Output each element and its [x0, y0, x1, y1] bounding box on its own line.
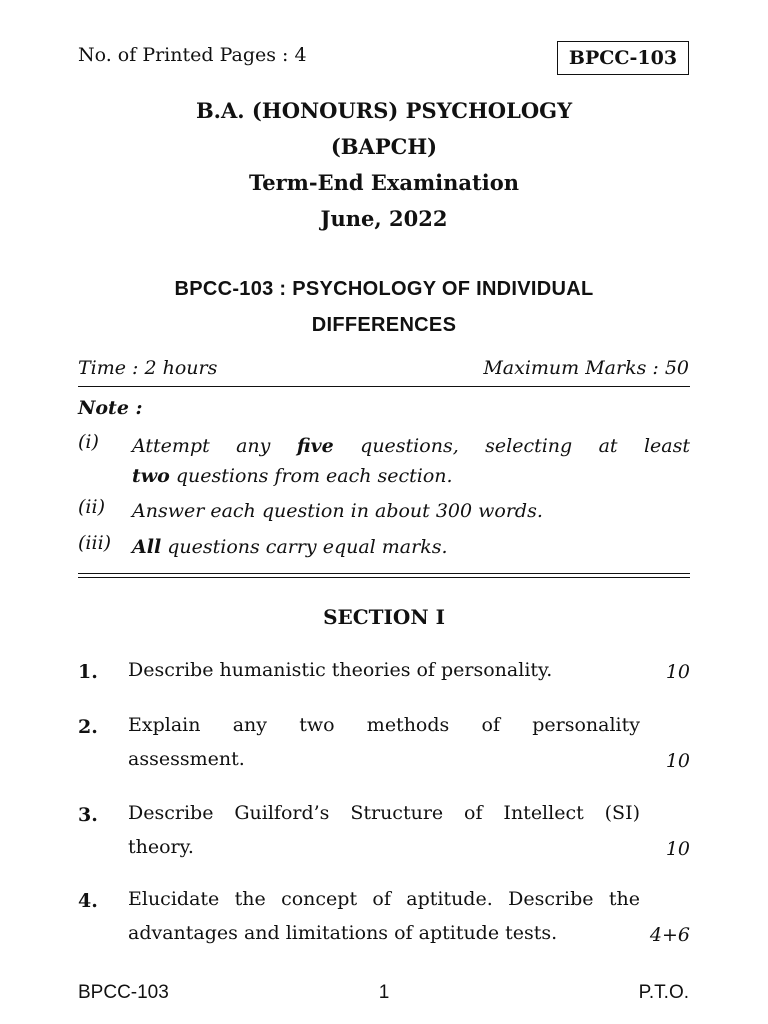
question-number: 1. — [78, 661, 98, 683]
question-3 — [78, 804, 690, 874]
exam-date: June, 2022 — [320, 206, 448, 231]
time-allowed: Time : 2 hours — [78, 357, 218, 379]
divider — [78, 386, 690, 387]
instruction-2 — [78, 496, 690, 526]
question-text: Elucidate the concept of aptitude. Describe the advantages and limitations of aptitude tests. — [128, 888, 640, 944]
question-4 — [78, 890, 690, 960]
section-title: SECTION I — [323, 605, 445, 629]
question-1 — [78, 661, 690, 695]
programme-abbr: (BAPCH) — [330, 134, 438, 159]
note-label: Note : — [78, 397, 143, 419]
instruction-number: (iii) — [78, 532, 112, 554]
pto-label: P.T.O. — [638, 982, 689, 1003]
instruction-line: All questions carry equal marks. — [132, 536, 448, 558]
instruction-number: (i) — [78, 431, 99, 453]
instruction-line: two questions from each section. — [132, 465, 453, 487]
instruction-number: (ii) — [78, 496, 105, 518]
instruction-line: Answer each question in about 300 words. — [132, 500, 543, 522]
question-number: 4. — [78, 890, 98, 912]
question-marks: 10 — [665, 750, 690, 772]
page-number: 1 — [378, 982, 390, 1003]
double-rule — [78, 573, 690, 578]
subject-line-1: BPCC-103 : PSYCHOLOGY OF INDIVIDUAL — [174, 278, 594, 300]
exam-title: Term-End Examination — [248, 170, 519, 195]
question-marks: 4+6 — [649, 924, 690, 946]
question-text: Describe Guilford’s Structure of Intellect (SI) theory. — [128, 802, 640, 858]
question-marks: 10 — [665, 661, 690, 683]
instruction-3 — [78, 532, 690, 562]
printed-pages: No. of Printed Pages : 4 — [78, 44, 307, 66]
question-text: Describe humanistic theories of personality. — [128, 659, 553, 681]
maximum-marks: Maximum Marks : 50 — [483, 357, 689, 379]
programme-title: B.A. (HONOURS) PSYCHOLOGY — [195, 98, 573, 123]
footer-code: BPCC-103 — [78, 982, 169, 1003]
question-marks: 10 — [665, 838, 690, 860]
subject-line-2: DIFFERENCES — [311, 314, 457, 336]
question-number: 2. — [78, 716, 98, 738]
instruction-line: Attempt any five questions, selecting at least — [132, 435, 690, 457]
question-2 — [78, 716, 690, 786]
question-number: 3. — [78, 804, 98, 826]
course-code-box: BPCC-103 — [557, 41, 689, 75]
instruction-1 — [78, 431, 690, 491]
question-text: Explain any two methods of personality assessment. — [128, 714, 640, 770]
